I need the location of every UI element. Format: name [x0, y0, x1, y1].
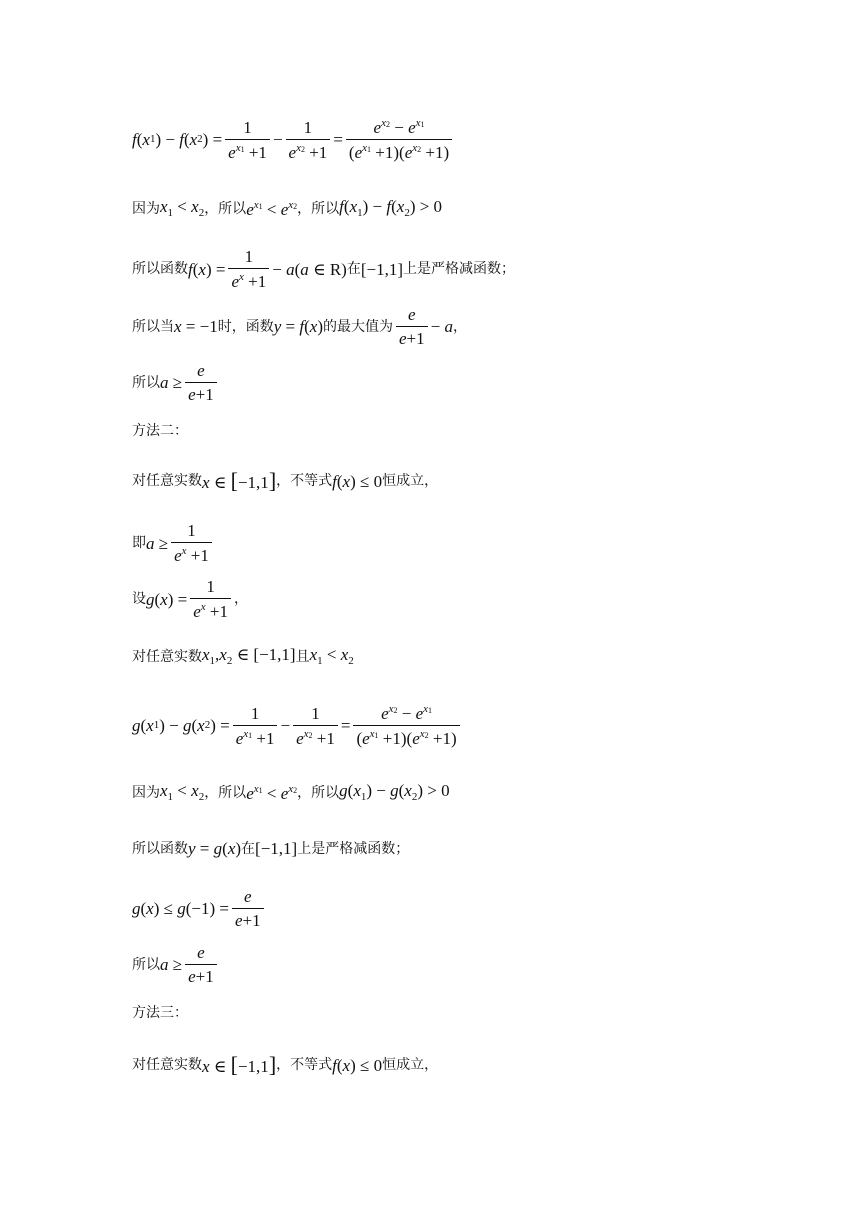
- text-fragment: 因为: [132, 200, 160, 217]
- text-max-value: 所以当 x = −1 时，函数 y = f(x) 的最大值为 $\frac{e}{e+1}$ − a ，: [132, 305, 467, 348]
- text-fragment: 对任意实数: [132, 648, 202, 665]
- text-because-1: 因为 $x_1 < x_2$ ，所以 $e^{x1} < e^{x2}$ ，所以 $f(x_1) - f(x_2) > 0$: [132, 197, 443, 219]
- text-fragment: 即: [132, 535, 146, 551]
- text-inequality-2: 对任意实数 x ∈ [−1,1] ，不等式 f(x) ≤ 0 恒成立，: [132, 468, 439, 493]
- text-conclusion-1: 所以 a ≥ $\frac{e}{e+1}$: [132, 362, 220, 403]
- text-fragment: ，所以: [297, 200, 340, 217]
- text-function-decreasing-2: 所以函数 y = g(x) 在 [−1,1] 上是严格减函数；: [132, 839, 410, 858]
- text-fragment: 且: [295, 648, 310, 665]
- text-fragment: 所以函数: [132, 840, 188, 857]
- text-fragment: 所以: [132, 956, 160, 973]
- text-fragment: 上是严格减函数；: [403, 261, 516, 277]
- text-fragment: 所以: [132, 374, 160, 391]
- text-fragment: ，不等式: [276, 473, 333, 489]
- text-fragment: 在: [241, 840, 256, 857]
- text-fragment: 在: [346, 261, 361, 277]
- text-fragment: ，: [234, 591, 248, 607]
- text-fragment: 恒成立，: [382, 473, 439, 489]
- text-fragment: 因为: [132, 784, 160, 801]
- text-any-x1-x2: 对任意实数 $x_1,x_2$ ∈ [−1,1] 且 $x_1 < x_2$: [132, 645, 354, 667]
- text-fragment: ，所以: [204, 784, 247, 801]
- text-fragment: 设: [132, 591, 146, 607]
- equation-f-difference: f ( x 1 ) − f ( x 2 ) = $\frac{1}{e^{x1} +1}$ − $\frac{1}{e^{x2} +1}$ = $\frac{e^{x2} - e^{x1}}{(e^{x1} +1)(e^{x2} +1)}$: [132, 118, 455, 161]
- text-function-decreasing-1: 所以函数 f(x) = $\frac{1}{e^x +1}$ − a(a ∈ R) 在 [−1,1] 上是严格减函数；: [132, 247, 516, 291]
- text-fragment: ，不等式: [276, 1057, 333, 1073]
- text-fragment: ，所以: [204, 200, 247, 217]
- text-equivalent: 即 a ≥ $\frac{1}{e^x +1}$: [132, 522, 215, 564]
- method-3-label: 方法三：: [132, 1005, 188, 1021]
- text-fragment: 的最大值为: [323, 318, 393, 335]
- equation-g-difference: g ( x 1 ) − g ( x 2 ) = $\frac{1}{e^{x1} +1}$ − $\frac{1}{e^{x2} +1}$ = $\frac{e^{x2} - e^{x1}}{(e^{x1} +1)(e^{x2} +1)}$: [132, 704, 463, 747]
- text-fragment: ，: [452, 318, 467, 335]
- text-fragment: 所以函数: [132, 261, 188, 277]
- text-fragment: 所以当: [132, 318, 174, 335]
- text-because-2: 因为 $x_1 < x_2$ ，所以 $e^{x1} < e^{x2}$ ，所以 $g(x_1) - g(x_2) > 0$: [132, 781, 450, 803]
- text-fragment: 对任意实数: [132, 1057, 202, 1073]
- text-inequality-3: 对任意实数 x ∈ [−1,1] ，不等式 f(x) ≤ 0 恒成立，: [132, 1052, 439, 1077]
- equation-g-max: g ( x ) ≤ g (−1) = $\frac{e}{e+1}$: [132, 888, 267, 929]
- text-fragment: ，所以: [297, 784, 340, 801]
- text-fragment: 上是严格减函数；: [297, 840, 410, 857]
- heading-method-3: [132, 1006, 188, 1020]
- method-2-label: 方法二：: [132, 423, 188, 439]
- heading-method-2: [132, 424, 188, 438]
- text-fragment: 对任意实数: [132, 473, 202, 489]
- text-conclusion-2: 所以 a ≥ $\frac{e}{e+1}$: [132, 944, 220, 985]
- text-fragment: 时，函数: [217, 318, 274, 335]
- text-fragment: 恒成立，: [382, 1057, 439, 1073]
- text-define-g: 设 g(x) = $\frac{1}{e^x +1}$ ，: [132, 577, 248, 621]
